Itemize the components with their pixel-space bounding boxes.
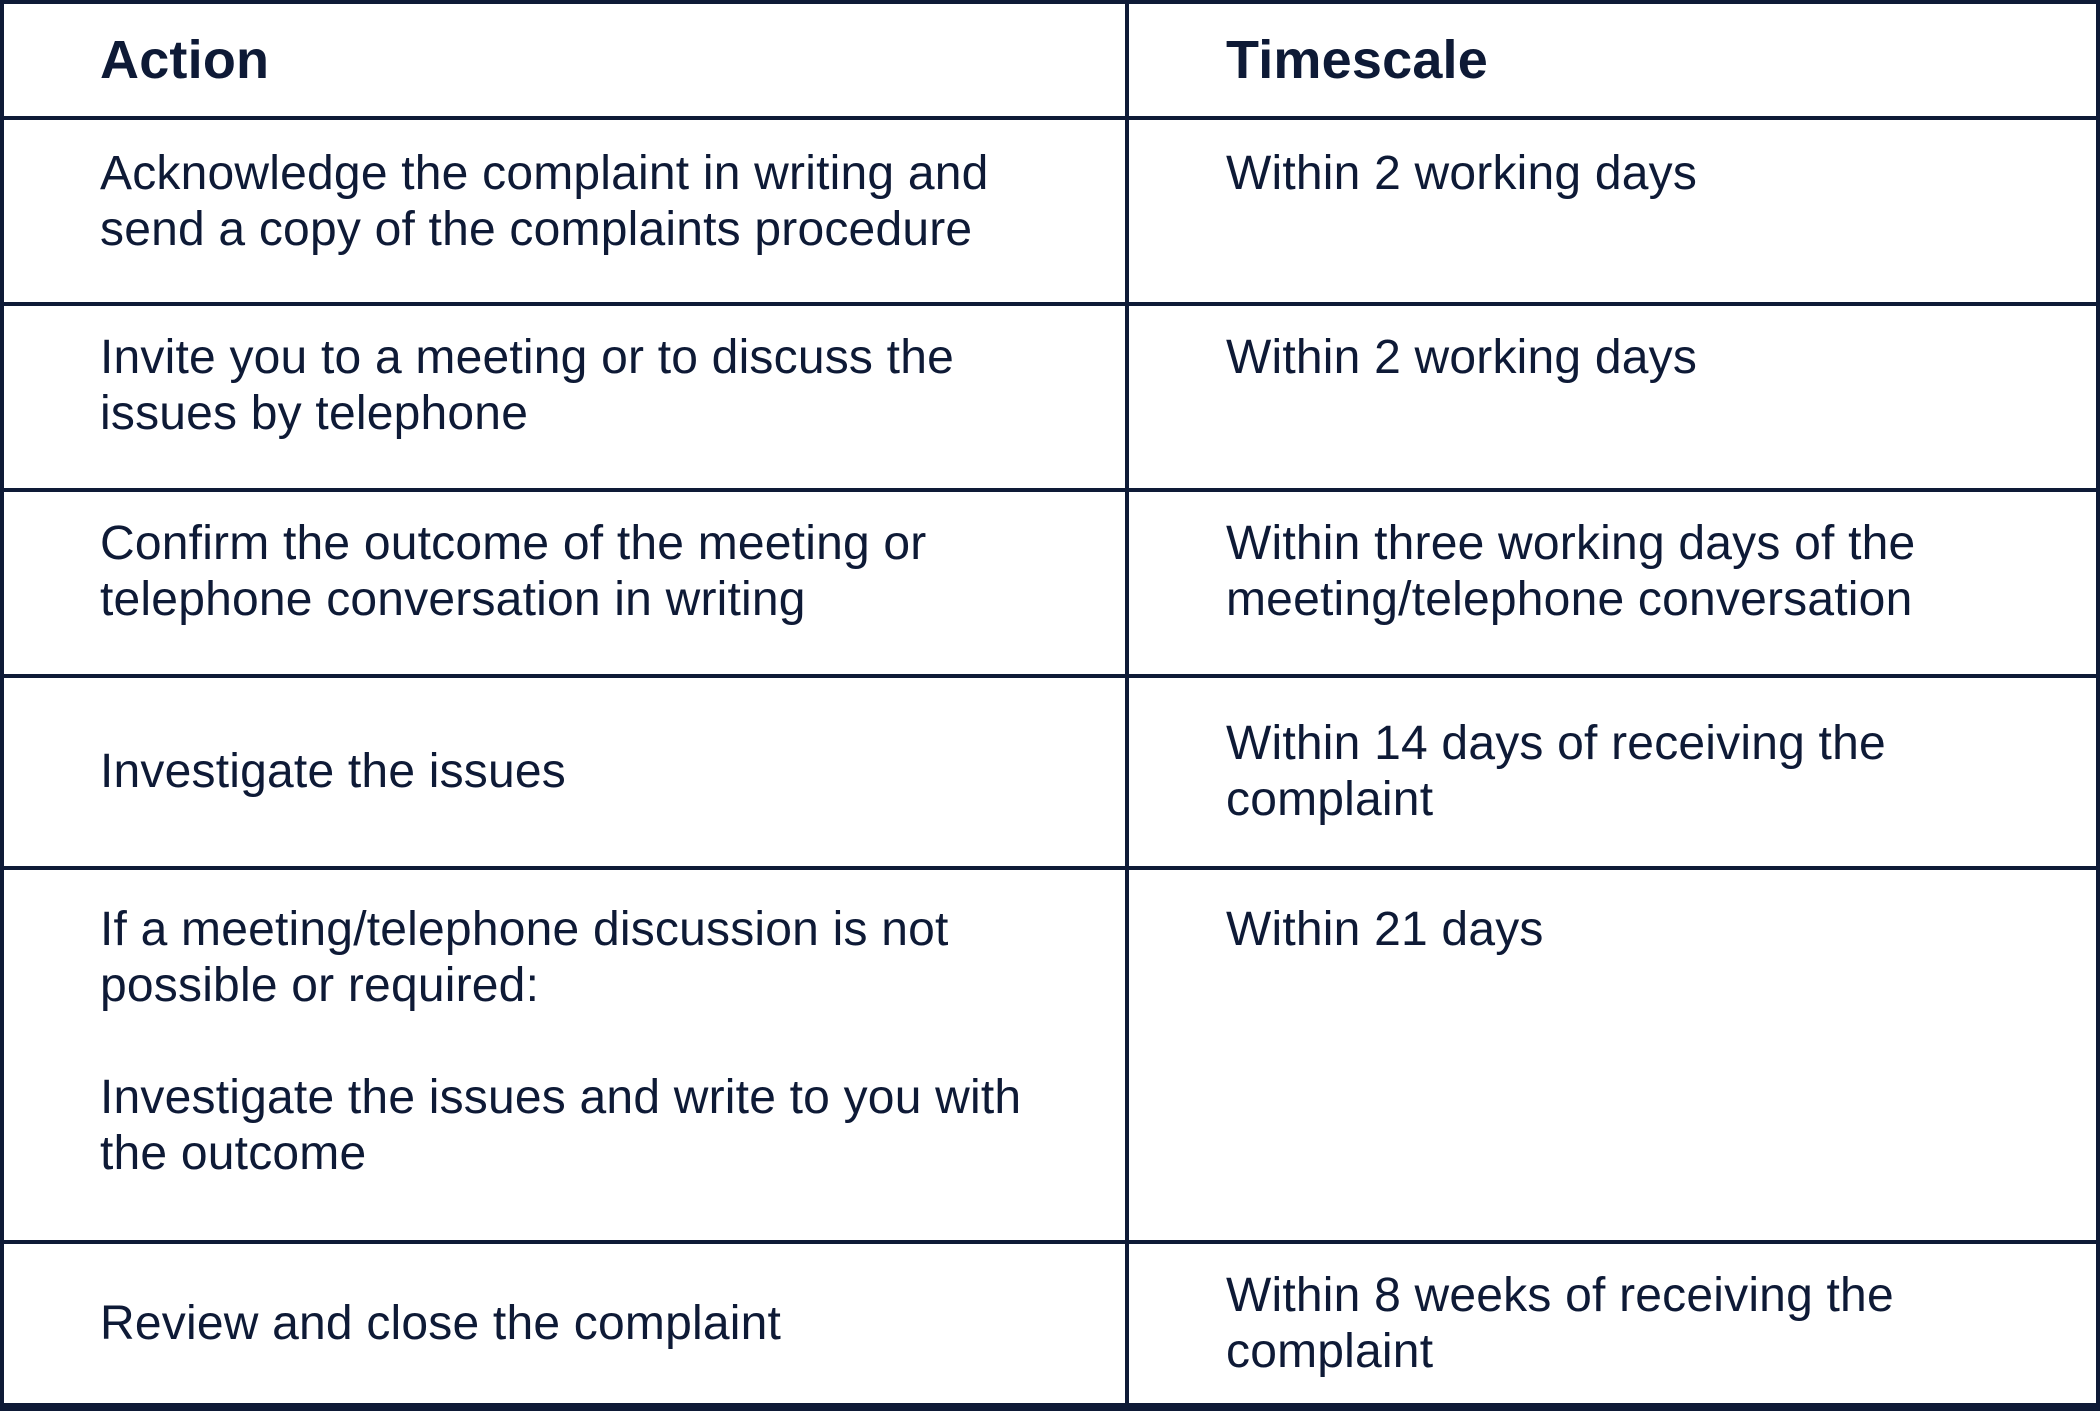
timescale-cell (1226, 870, 2086, 1240)
timescale-cell (1226, 1244, 2086, 1403)
timescale-cell (1226, 492, 2086, 674)
action-text: Investigate the issues (100, 745, 567, 798)
header-timescale (1226, 4, 2086, 116)
action-text: Invite you to a meeting or to discuss the issues by telephone (100, 331, 954, 440)
timescale-text: Within 2 working days (1226, 331, 1698, 384)
timescale-text: Within 2 working days (1226, 147, 1698, 200)
action-text: Confirm the outcome of the meeting or telephone conversation in writing (100, 517, 927, 626)
action-cell (100, 306, 1110, 488)
table-header-row (4, 4, 2096, 120)
action-cell (100, 678, 1110, 866)
table-row (4, 1244, 2096, 1407)
table-row (4, 870, 2096, 1244)
action-cell (100, 120, 1110, 302)
column-divider (1125, 4, 1129, 1407)
timescale-cell (1226, 120, 2086, 302)
action-text: Review and close the complaint (100, 1296, 782, 1350)
timescale-cell (1226, 306, 2086, 488)
table-row (4, 120, 2096, 306)
table-row (4, 678, 2096, 870)
table-row (4, 492, 2096, 678)
action-cell (100, 1244, 1110, 1403)
action-cell (100, 492, 1110, 674)
table-row (4, 306, 2096, 492)
action-text: If a meeting/telephone discussion is not possible or required: Investigate the issues and write to you with the outcome (100, 903, 1022, 1180)
action-cell (100, 870, 1110, 1240)
timescale-text: Within 21 days (1226, 903, 1544, 956)
header-action (100, 4, 1110, 116)
timescale-text: Within 14 days of receiving the complaint (1226, 717, 1886, 826)
action-text: Acknowledge the complaint in writing and send a copy of the complaints procedure (100, 147, 989, 256)
header-action-label: Action (100, 30, 270, 90)
timescale-cell (1226, 678, 2086, 866)
timescale-text: Within 8 weeks of receiving the complaint (1226, 1268, 1894, 1378)
timescale-text: Within three working days of the meeting/telephone conversation (1226, 517, 1916, 626)
header-timescale-label: Timescale (1226, 30, 1488, 90)
